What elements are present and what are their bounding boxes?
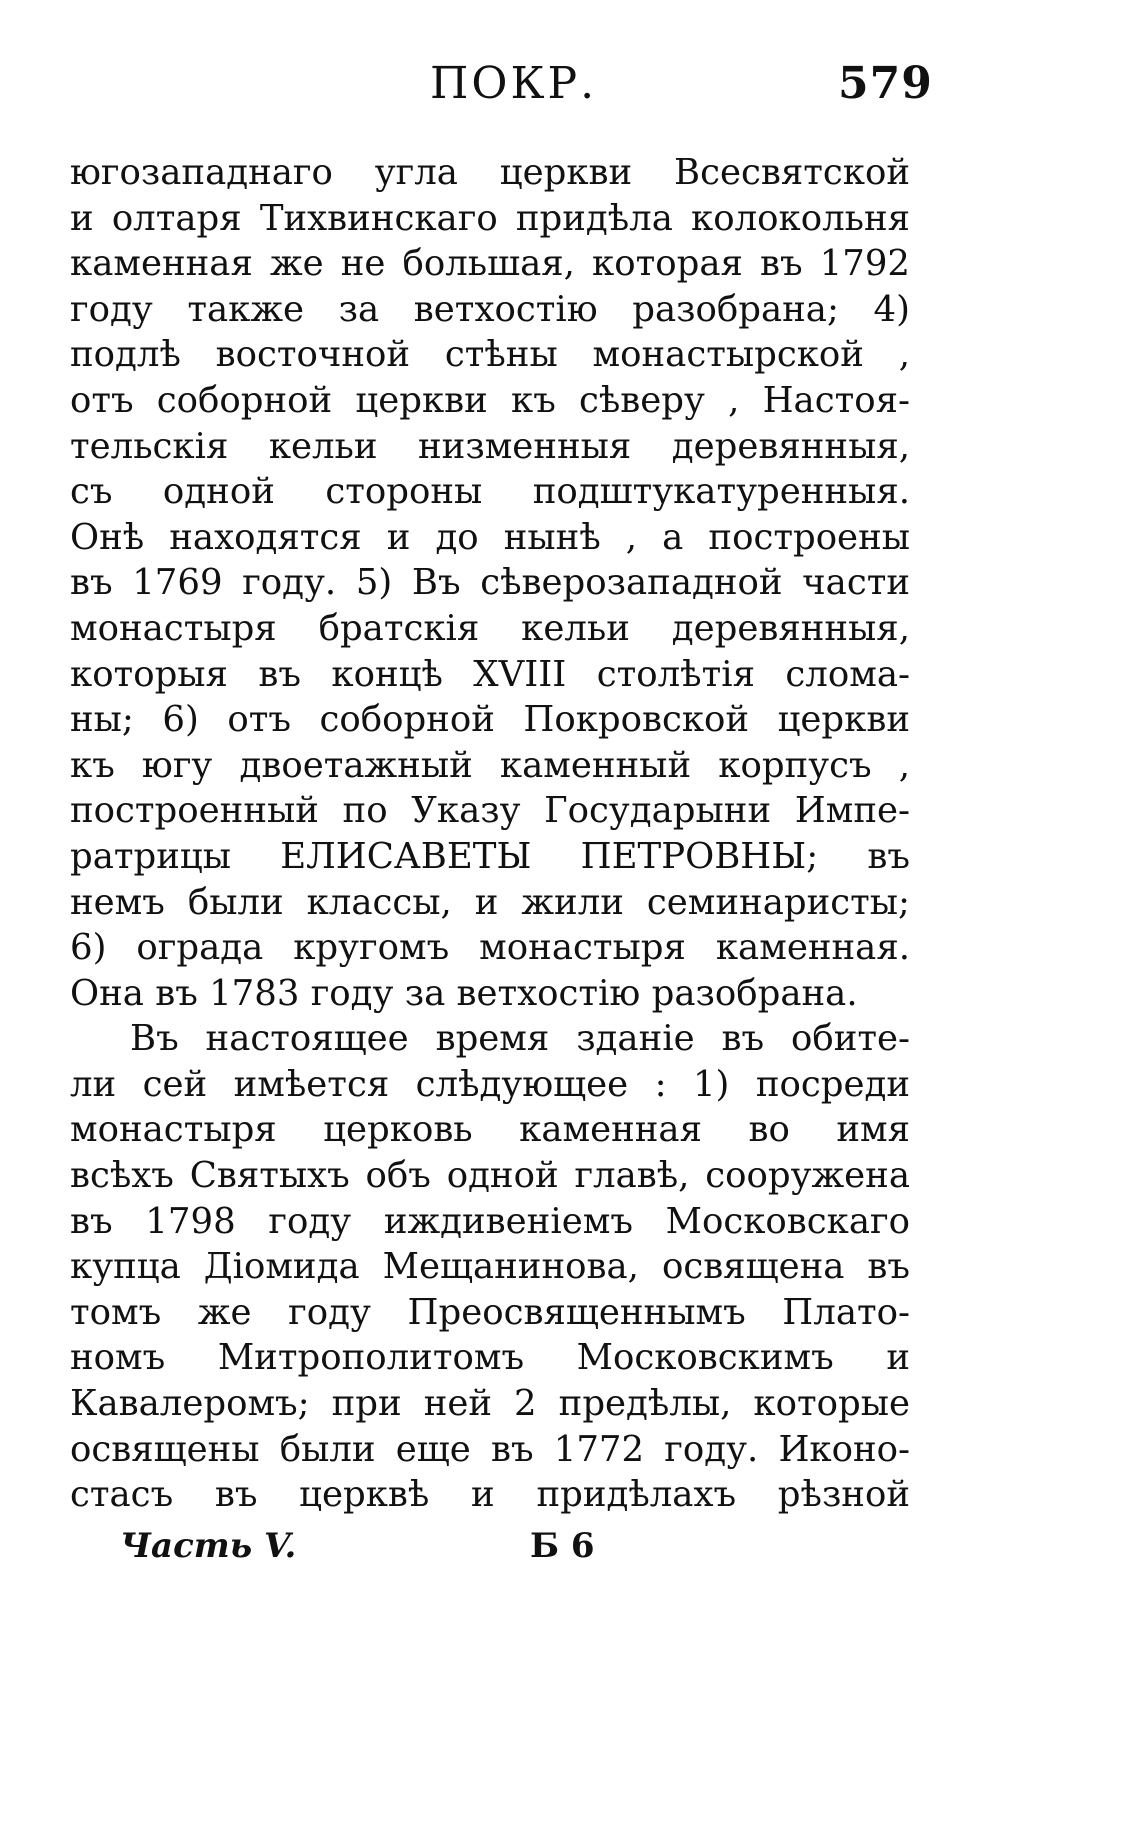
text-line: Въ настоящее время зданіе въ обите- xyxy=(130,1018,910,1060)
signature-label: Часть V. xyxy=(120,1526,297,1566)
text-line: отъ соборной церкви къ сѣверу , Настоя- xyxy=(70,379,910,421)
signature-mark: Б 6 xyxy=(530,1526,595,1566)
text-line: и олтаря Тихвинскаго придѣла колокольня xyxy=(70,197,910,239)
text-line: тельскія кельи низменныя деревянныя, xyxy=(70,425,910,467)
text-line: ны; 6) отъ соборной Покровской церкви xyxy=(70,699,910,741)
text-line: 6) ограда кругомъ монастыря каменная. xyxy=(70,927,910,969)
text-line: немъ были классы, и жили семинаристы; xyxy=(70,881,910,923)
text-line: ли сей имѣется слѣдующее : 1) посреди xyxy=(70,1063,910,1105)
text-line: томъ же году Преосвященнымъ Плато- xyxy=(70,1291,910,1333)
text-line: ратрицы ЕЛИСАВЕТЫ ПЕТРОВНЫ; въ xyxy=(70,835,910,877)
text-line: монастыря братскія кельи деревянныя, xyxy=(70,607,910,649)
text-line: Кавалеромъ; при ней 2 предѣлы, которые xyxy=(70,1383,910,1425)
body-text xyxy=(70,150,910,1518)
text-line: всѣхъ Святыхъ объ одной главѣ, сооружена xyxy=(70,1155,910,1197)
text-line: подлѣ восточной стѣны монастырской , xyxy=(70,334,910,376)
text-line: году также за ветхостію разобрана; 4) xyxy=(70,288,910,330)
text-line: стасъ въ церквѣ и придѣлахъ рѣзной xyxy=(70,1474,910,1516)
text-line: къ югу двоетажный каменный корпусъ , xyxy=(70,744,910,786)
text-line: югозападнаго угла церкви Всесвятской xyxy=(70,152,910,193)
text-line: Она въ 1783 году за ветхостію разобрана. xyxy=(70,972,858,1014)
running-head-title: ПОКР. xyxy=(430,58,598,109)
text-line: каменная же не большая, которая въ 1792 xyxy=(70,243,910,285)
running-head xyxy=(0,58,1140,118)
text-line: построенный по Указу Государыни Импе- xyxy=(70,790,910,832)
text-line: которыя въ концѣ XVIII столѣтія слома- xyxy=(70,653,910,695)
text-line: освящены были еще въ 1772 году. Иконо- xyxy=(70,1428,910,1470)
text-line: монастыря церковь каменная во имя xyxy=(70,1109,910,1151)
page-number: 579 xyxy=(838,58,933,109)
text-line: Онѣ находятся и до нынѣ , а построены xyxy=(70,516,910,558)
page-footer xyxy=(0,1526,1140,1576)
text-line: номъ Митрополитомъ Московскимъ и xyxy=(70,1337,910,1379)
text-line: въ 1769 году. 5) Въ сѣверозападной части xyxy=(70,562,910,604)
text-line: купца Діомида Мещанинова, освящена въ xyxy=(70,1246,910,1288)
text-line: въ 1798 году иждивеніемъ Московскаго xyxy=(70,1200,910,1242)
text-line: съ одной стороны подштукатуренныя. xyxy=(70,471,910,513)
